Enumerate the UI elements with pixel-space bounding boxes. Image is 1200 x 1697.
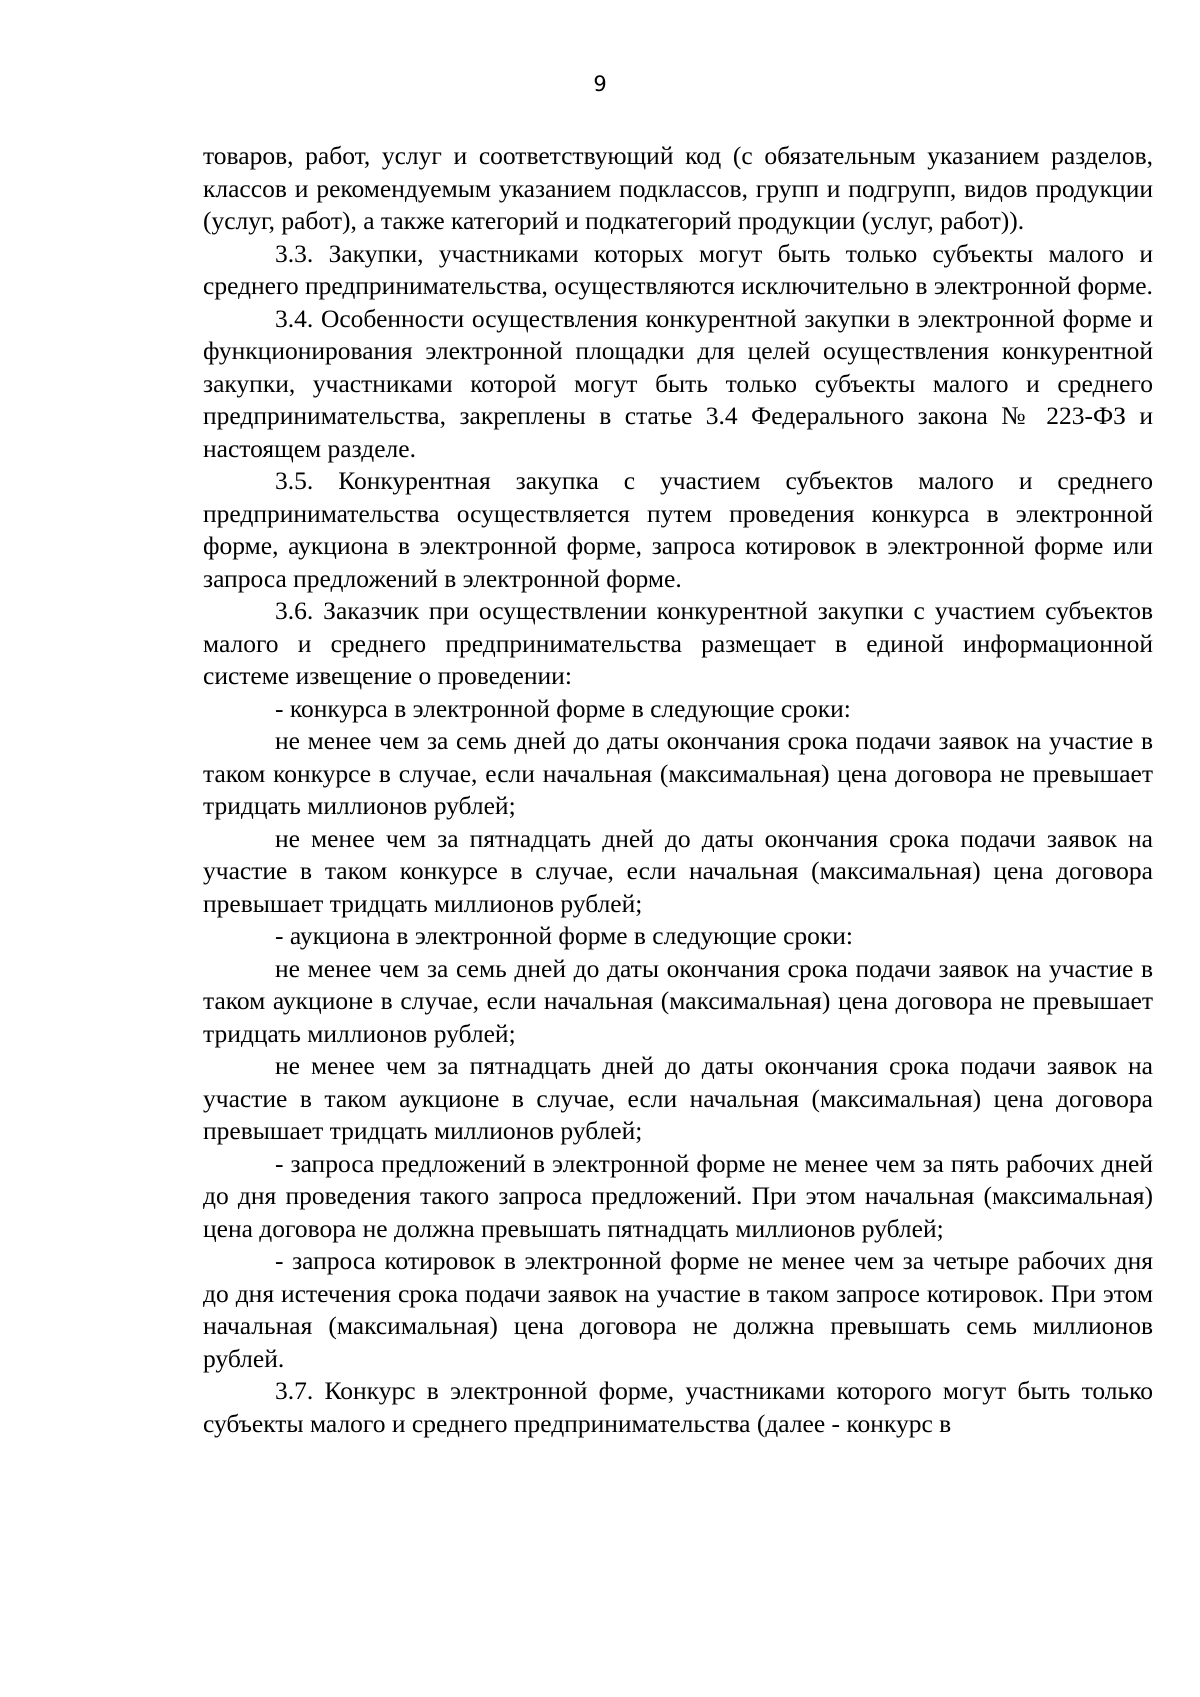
list-item-quotations-request: - запроса котировок в электронной форме не менее чем за четыре рабочих дня до дня истечения срока подачи заявок на участие в таком запросе котировок. При этом начальная (максимальная) цена договора не должна превышать семь миллионов рублей.: [203, 1246, 1153, 1373]
paragraph-continuation: товаров, работ, услуг и соответствующий код (с обязательным указанием разделов, классов и рекомендуемым указанием подклассов, групп и подгрупп, видов продукции (услуг, работ), а также категорий и подкатегорий продукции (услуг, работ)).: [203, 141, 1153, 235]
list-item-auction: - аукциона в электронной форме в следующие сроки:: [275, 921, 854, 950]
paragraph-contest-term-2: не менее чем за пятнадцать дней до даты окончания срока подачи заявок на участие в таком конкурсе в случае, если начальная (максимальная) цена договора превышает тридцать миллионов рублей;: [203, 823, 1153, 918]
paragraph-3-3: 3.3. Закупки, участниками которых могут быть только субъекты малого и среднего предпринимательства, осуществляются исключительно в электронной форме.: [203, 238, 1153, 300]
paragraph-auction-term-2: не менее чем за пятнадцать дней до даты окончания срока подачи заявок на участие в таком аукционе в случае, если начальная (максимальная) цена договора превышает тридцать миллионов рублей;: [203, 1051, 1153, 1145]
list-item-proposals-request: - запроса предложений в электронной форме не менее чем за пять рабочих дней до дня проведения такого запроса предложений. При этом начальная (максимальная) цена договора не должна превышать пятнадцать миллионов рублей;: [203, 1148, 1153, 1243]
paragraph-3-4: 3.4. Особенности осуществления конкурентной закупки в электронной форме и функционирования электронной площадки для целей осуществления конкурентной закупки, участниками которой могут быть только субъекты малого и среднего предпринимательства, закреплены в статье 3.4 Федерального закона № 223-ФЗ и настоящем разделе.: [203, 303, 1153, 463]
paragraph-3-5: 3.5. Конкурентная закупка с участием субъектов малого и среднего предпринимательства осуществляется путем проведения конкурса в электронной форме, аукциона в электронной форме, запроса котировок в электронной форме или запроса предложений в электронной форме.: [203, 466, 1153, 593]
page-number: 9: [593, 72, 607, 96]
paragraph-contest-term-1: не менее чем за семь дней до даты окончания срока подачи заявок на участие в таком конкурсе в случае, если начальная (максимальная) цена договора не превышает тридцать миллионов рублей;: [203, 726, 1153, 820]
paragraph-auction-term-1: не менее чем за семь дней до даты окончания срока подачи заявок на участие в таком аукционе в случае, если начальная (максимальная) цена договора не превышает тридцать миллионов рублей;: [203, 953, 1153, 1048]
document-body: [203, 140, 1153, 1440]
list-item-contest: - конкурса в электронной форме в следующие сроки:: [275, 693, 851, 723]
paragraph-3-7: 3.7. Конкурс в электронной форме, участниками которого могут быть только субъекты малого и среднего предпринимательства (далее - конкурс в: [203, 1376, 1153, 1438]
paragraph-3-6: 3.6. Заказчик при осуществлении конкурентной закупки с участием субъектов малого и среднего предпринимательства размещает в единой информационной системе извещение о проведении:: [203, 596, 1153, 690]
